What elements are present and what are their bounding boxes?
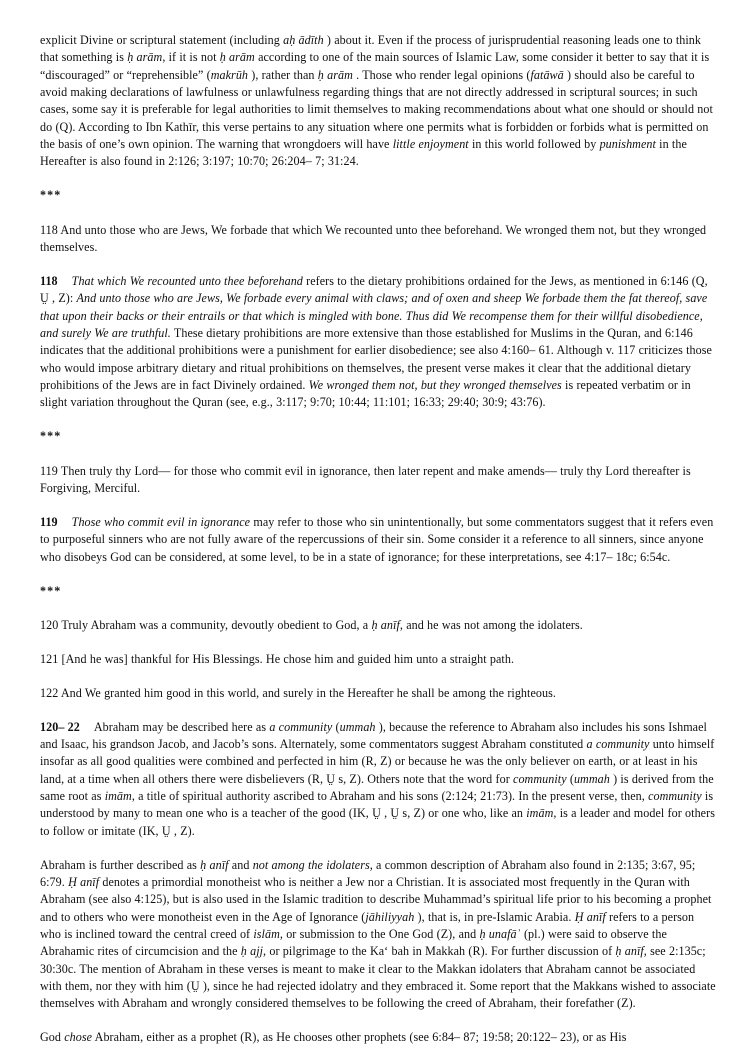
text-run: These dietary prohibitions are more extensive than those established for Muslims in the Quran, and 6:146 indicates that the additional prohibitions were a punishment for earlier disobedience; see also 4:160– 61. Although v. 117 criticizes those who would impose arbitrary dietary and ritual prohibitions on themselves, the present verse makes it clear that the additional dietary prohibitions of the Jews are in fact Divinely ordained. xyxy=(40,326,712,393)
text-run: ( xyxy=(566,771,574,786)
italic-run: Those who commit evil in ignorance xyxy=(71,514,251,529)
section-divider xyxy=(40,187,718,204)
text-run: (pl.) were said to observe the Abrahamic rites of circumcision and the xyxy=(40,927,667,959)
text-run: in this world followed by xyxy=(468,137,600,152)
italic-run: And unto those who are Jews, We forbade every animal with claws; and of oxen and sheep We forbade them the fat thereof, save that upon their backs or their entrails or that which is mingled with bone. Thus did We recompense them for their willful disobedience, and surely We are truthful. xyxy=(40,291,708,340)
italic-run: Ḥ anīf xyxy=(68,875,100,890)
commentary-paragraph xyxy=(40,514,718,566)
commentary-verse-number: 119 xyxy=(40,514,58,529)
italic-run: ḥ anīf xyxy=(371,617,400,632)
text-run: Abraham is further described as xyxy=(40,857,201,872)
italic-run: punishment xyxy=(599,137,656,152)
section-divider xyxy=(40,583,718,600)
text-run: 120 Truly Abraham was a community, devoutly obedient to God, a xyxy=(40,617,372,632)
text-run: ) should also be careful to avoid making declarations of lawfulness or unlawfulness regarding things that are not directly addressed in scriptural sources; in such cases, some say it is preferable for legal authorities to limit themselves to making recommendations about what one should or should not do (Q). According to Ibn Kathīr, this verse pertains to any situation where one permits what is forbidden or forbids what is permitted on the basis of one’s own opinion. The warning that wrongdoers will have xyxy=(40,67,713,152)
text-run: denotes a primordial monotheist who is neither a Jew nor a Christian. It is associated most frequently in the Quran with Abraham (see also 4:125), but is also used in the Islamic tradition to describe Muhammad’s spiritual life prior to his becoming a prophet and to others who were monotheist even in the Age of Ignorance ( xyxy=(40,875,712,924)
italic-run: We wronged them not, but they wronged themselves xyxy=(308,378,562,393)
italic-run: imām xyxy=(526,806,554,821)
italic-run: ḥ arām xyxy=(219,50,255,65)
text-run: 121 [And he was] thankful for His Blessings. He chose him and guided him unto a straight path. xyxy=(40,651,515,666)
text-run: refers to the dietary prohibitions ordained for the Jews, as mentioned in 6:146 (Q, Ṳ , Z): xyxy=(40,273,708,306)
text-run: Abraham, either as a prophet (R), as He chooses other prophets (see 6:84– 87; 19:58; 20:122– 23), or as His xyxy=(92,1030,627,1045)
text-run: is understood by many to mean one who is a teacher of the good (IK, Ṳ , Ṳ s, Z) or one who, like an xyxy=(40,789,714,821)
text-run: 118 And unto those who are Jews, We forbade that which We recounted unto thee beforehand. We wronged them not, but they wronged themselves. xyxy=(40,222,707,255)
italic-run: ḥ arām xyxy=(127,50,163,65)
text-run: according to one of the main sources of Islamic Law, some consider it better to say that it is “discouraged” or “reprehensible” ( xyxy=(40,50,710,82)
text-run: may refer to those who sin unintentionally, but some commentators suggest that it refers even to purposeful sinners who are not fully aware of the repercussions of their sin. Some consider it a reference to all sinners, since anyone who disobeys God can be considered, at some level, to be in a state of ignorance; for these interpretations, see 4:17– 18c; 6:54c. xyxy=(40,514,714,564)
verse-paragraph xyxy=(40,685,718,702)
text-run: Abraham may be described here as xyxy=(93,719,270,734)
italic-run: imām xyxy=(104,789,132,804)
section-divider xyxy=(40,428,718,445)
commentary-paragraph xyxy=(40,719,718,840)
italic-run: Ḥ anīf xyxy=(574,909,606,924)
text-run: , a title of spiritual authority ascribed to Abraham and his sons (2:124; 21:73). In the present verse, then, xyxy=(131,789,649,804)
text-run: ), that is, in pre-Islamic Arabia. xyxy=(414,909,575,924)
italic-run: ḥ anīf, xyxy=(615,944,647,959)
text-run: in the Hereafter is also found in 2:126; 3:197; 10:70; 26:204– 7; 31:24. xyxy=(40,137,687,169)
text-run: 122 And We granted him good in this world, and surely in the Hereafter he shall be among the righteous. xyxy=(40,685,556,700)
text-run: *** xyxy=(40,429,62,444)
text-run: God xyxy=(40,1030,65,1045)
text-run: ) is derived from the same root as xyxy=(40,771,714,804)
italic-run: a community xyxy=(586,737,650,752)
text-run: ( xyxy=(332,719,340,734)
text-run: or pilgrimage to the Kaʻ bah in Makkah (R). For further discussion of xyxy=(266,944,616,959)
italic-run: not among the idolaters, xyxy=(252,857,373,872)
italic-run: ḥ ajj, xyxy=(240,944,267,959)
italic-run: That which We recounted unto thee beforehand xyxy=(71,273,303,288)
commentary-paragraph xyxy=(40,273,718,412)
italic-run: community xyxy=(648,789,702,804)
text-run: , if it is not xyxy=(162,50,220,65)
italic-run: jāhiliyyah xyxy=(365,909,415,924)
italic-run: makrūh xyxy=(210,67,249,82)
text-run: , and he was not among the idolaters. xyxy=(399,617,583,632)
text-run: refers to a person who is inclined toward the central creed of xyxy=(40,909,695,942)
text-run: and xyxy=(228,857,253,872)
italic-run: islām, xyxy=(253,927,283,942)
text-run: or submission to the One God (Z), and xyxy=(282,927,480,942)
italic-run: little enjoyment xyxy=(392,137,469,152)
text-run: is repeated verbatim or in slight variation throughout the Quran (see, e.g., 3:117; 9:70; 10:44; 11:101; 16:33; 29:40; 30:9; 43:76). xyxy=(40,378,691,410)
text-run: *** xyxy=(40,583,62,598)
text-run: ), rather than xyxy=(248,67,318,82)
text-run: ) about it. Even if the process of jurisprudential reasoning leads one to think that something is xyxy=(40,33,702,65)
commentary-verse-number: 120– 22 xyxy=(40,719,80,734)
italic-run: a community xyxy=(269,719,333,734)
commentary-verse-number: 118 xyxy=(40,273,58,288)
italic-run: ḥ arām xyxy=(317,67,353,82)
text-run: 119 Then truly thy Lord— for those who commit evil in ignorance, then later repent and make amends— truly thy Lord thereafter is Forgiving, Merciful. xyxy=(40,463,691,495)
italic-run: fatāwā xyxy=(530,67,564,82)
text-run: a common description of Abraham also found in 2:135; 3:67, 95; 6:79. xyxy=(40,857,696,890)
text-run: explicit Divine or scriptural statement (including xyxy=(40,33,284,47)
verse-paragraph xyxy=(40,651,718,668)
text-run: , is a leader and model for others to follow or imitate (IK, Ṳ , Z). xyxy=(40,806,715,838)
text-run: ), because the reference to Abraham also includes his sons Ishmael and Isaac, his grandson Jacob, and Jacob’s sons. Alternately, some commentators suggest Abraham constituted xyxy=(40,719,707,752)
commentary-paragraph xyxy=(40,857,718,1013)
italic-run: ḥ anīf xyxy=(200,857,229,872)
italic-run: ummah xyxy=(339,719,376,734)
verse-paragraph xyxy=(40,463,718,498)
italic-run: ḥ unafāʾ xyxy=(479,927,521,942)
text-run: . Those who render legal opinions ( xyxy=(352,67,531,82)
text-run: see 2:135c; 30:30c. The mention of Abraham in these verses is meant to make it clear to the Makkan idolaters that Abraham cannot be associated with them, nor they with him (Ṳ ), since he had rejected idolatry and they embraced it. Some report that the Makkans wished to associate themselves with Abraham and wrongly considered themselves to be following the creed of Abraham, their forefather (Z). xyxy=(40,944,716,1011)
italic-run: aḥ ādīth xyxy=(283,33,324,47)
italic-run: ummah xyxy=(573,771,610,786)
italic-run: chose xyxy=(64,1030,93,1045)
text-run: unto himself insofar as all good qualities were combined and perfected in him (R, Z) or because he was the only believer on earth, or at least in his land, at a time when all others there were disbelievers (R, Ṳ s, Z). Others note that the word for xyxy=(40,737,715,786)
verse-paragraph xyxy=(40,617,718,634)
page-content xyxy=(40,32,718,1047)
verse-paragraph xyxy=(40,222,718,257)
commentary-paragraph xyxy=(40,32,718,171)
commentary-paragraph xyxy=(40,1029,718,1046)
text-run: *** xyxy=(40,188,62,203)
italic-run: community xyxy=(513,771,567,786)
